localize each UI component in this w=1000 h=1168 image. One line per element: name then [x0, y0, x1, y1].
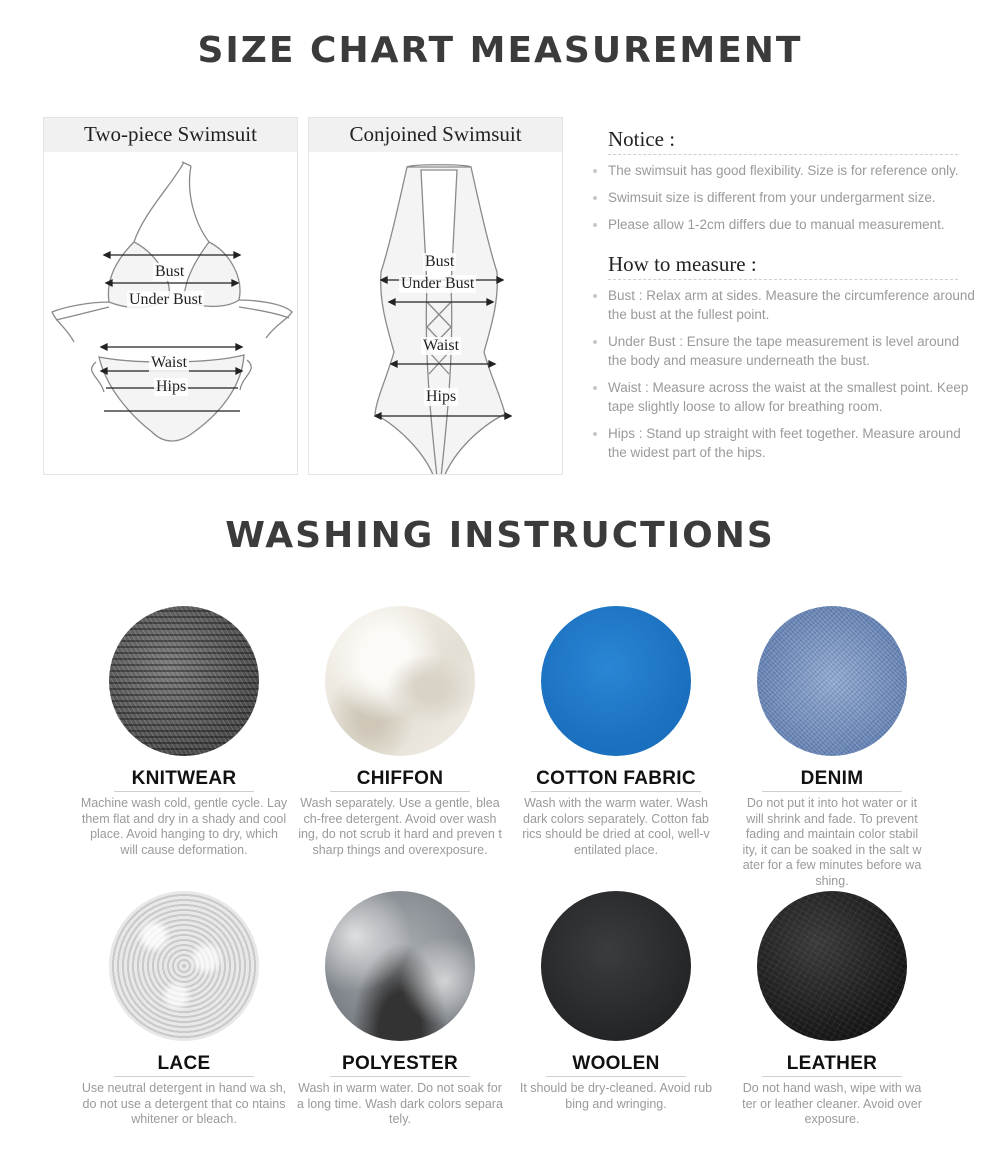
how-to-measure-heading: How to measure :: [608, 252, 958, 280]
lace-swatch-image: [109, 891, 259, 1041]
list-item: Waist : Measure across the waist at the smallest point. Keep tape slightly loose to allow for breathing room.: [608, 378, 978, 416]
fabric-name: LACE: [114, 1053, 254, 1077]
washing-instructions-title: WASHING INSTRUCTIONS: [225, 515, 775, 556]
fabric-knitwear: [76, 606, 292, 858]
chiffon-swatch-image: [325, 606, 475, 756]
conjoined-swimsuit-illustration: [309, 152, 564, 474]
fabric-leather: [724, 891, 940, 1128]
notice-heading: Notice :: [608, 127, 958, 155]
fabric-name: CHIFFON: [330, 768, 470, 792]
fabric-denim: [724, 606, 940, 889]
knitwear-swatch-image: [109, 606, 259, 756]
fabric-cotton: [508, 606, 724, 858]
fabric-description: It should be dry-cleaned. Avoid rub bing and wringing.: [519, 1081, 713, 1111]
fabric-description: Use neutral detergent in hand wa sh, do not use a detergent that co ntains whitener or bleach.: [81, 1081, 287, 1126]
list-item: Please allow 1-2cm differs due to manual measurement.: [608, 215, 978, 234]
two-piece-heading: Two-piece Swimsuit: [44, 118, 297, 152]
conjoined-bust-label: Bust: [425, 253, 455, 270]
fabric-name: LEATHER: [762, 1053, 902, 1077]
conjoined-panel: [308, 117, 563, 475]
two-piece-bust-label: Bust: [155, 263, 185, 280]
measurement-notes: [608, 127, 978, 470]
two-piece-hips-label: Hips: [156, 378, 187, 395]
fabric-description: Do not hand wash, wipe with wa ter or leather cleaner. Avoid over exposure.: [742, 1081, 922, 1126]
conjoined-under-bust-label: Under Bust: [401, 275, 475, 292]
list-item: Under Bust : Ensure the tape measurement is level around the body and measure underneath the bust.: [608, 332, 978, 370]
leather-swatch-image: [757, 891, 907, 1041]
conjoined-hips-label: Hips: [426, 388, 457, 405]
how-to-measure-list: [608, 286, 978, 462]
fabric-name: DENIM: [762, 768, 902, 792]
fabric-description: Wash with the warm water. Wash dark colors separately. Cotton fab rics should be dried at cool, well-v entilated place.: [522, 796, 710, 857]
two-piece-panel: [43, 117, 298, 475]
denim-swatch-image: [757, 606, 907, 756]
conjoined-heading: Conjoined Swimsuit: [309, 118, 562, 152]
fabric-description: Wash separately. Use a gentle, blea ch-free detergent. Avoid over wash ing, do not scrub it hard and preven t sharp things and overexposure.: [298, 796, 502, 857]
fabric-woolen: [508, 891, 724, 1112]
fabric-name: KNITWEAR: [114, 768, 254, 792]
fabric-name: WOOLEN: [546, 1053, 686, 1077]
list-item: Bust : Relax arm at sides. Measure the circumference around the bust at the fullest point.: [608, 286, 978, 324]
list-item: Hips : Stand up straight with feet together. Measure around the widest part of the hips.: [608, 424, 978, 462]
cotton-swatch-image: [541, 606, 691, 756]
fabric-chiffon: [292, 606, 508, 858]
list-item: The swimsuit has good flexibility. Size is for reference only.: [608, 161, 978, 180]
list-item: Swimsuit size is different from your undergarment size.: [608, 188, 978, 207]
two-piece-waist-label: Waist: [151, 354, 188, 371]
two-piece-swimsuit-illustration: [44, 152, 299, 474]
conjoined-waist-label: Waist: [423, 337, 460, 354]
fabric-name: COTTON FABRIC: [531, 768, 701, 792]
fabric-description: Wash in warm water. Do not soak for a long time. Wash dark colors separa tely.: [297, 1081, 503, 1126]
size-chart-title: SIZE CHART MEASUREMENT: [197, 30, 803, 71]
fabric-lace: [76, 891, 292, 1128]
woolen-swatch-image: [541, 891, 691, 1041]
two-piece-under-bust-label: Under Bust: [129, 291, 203, 308]
fabric-name: POLYESTER: [330, 1053, 470, 1077]
fabric-description: Do not put it into hot water or it will shrink and fade. To prevent fading and maintain color stabil ity, it can be soaked in the salt w ater for a few minutes before wa shing.: [742, 796, 922, 888]
notice-list: [608, 161, 978, 234]
polyester-swatch-image: [325, 891, 475, 1041]
fabric-description: Machine wash cold, gentle cycle. Lay them flat and dry in a shady and cool place. Avoid hanging to dry, which will cause deformation.: [80, 796, 288, 857]
fabric-polyester: [292, 891, 508, 1128]
